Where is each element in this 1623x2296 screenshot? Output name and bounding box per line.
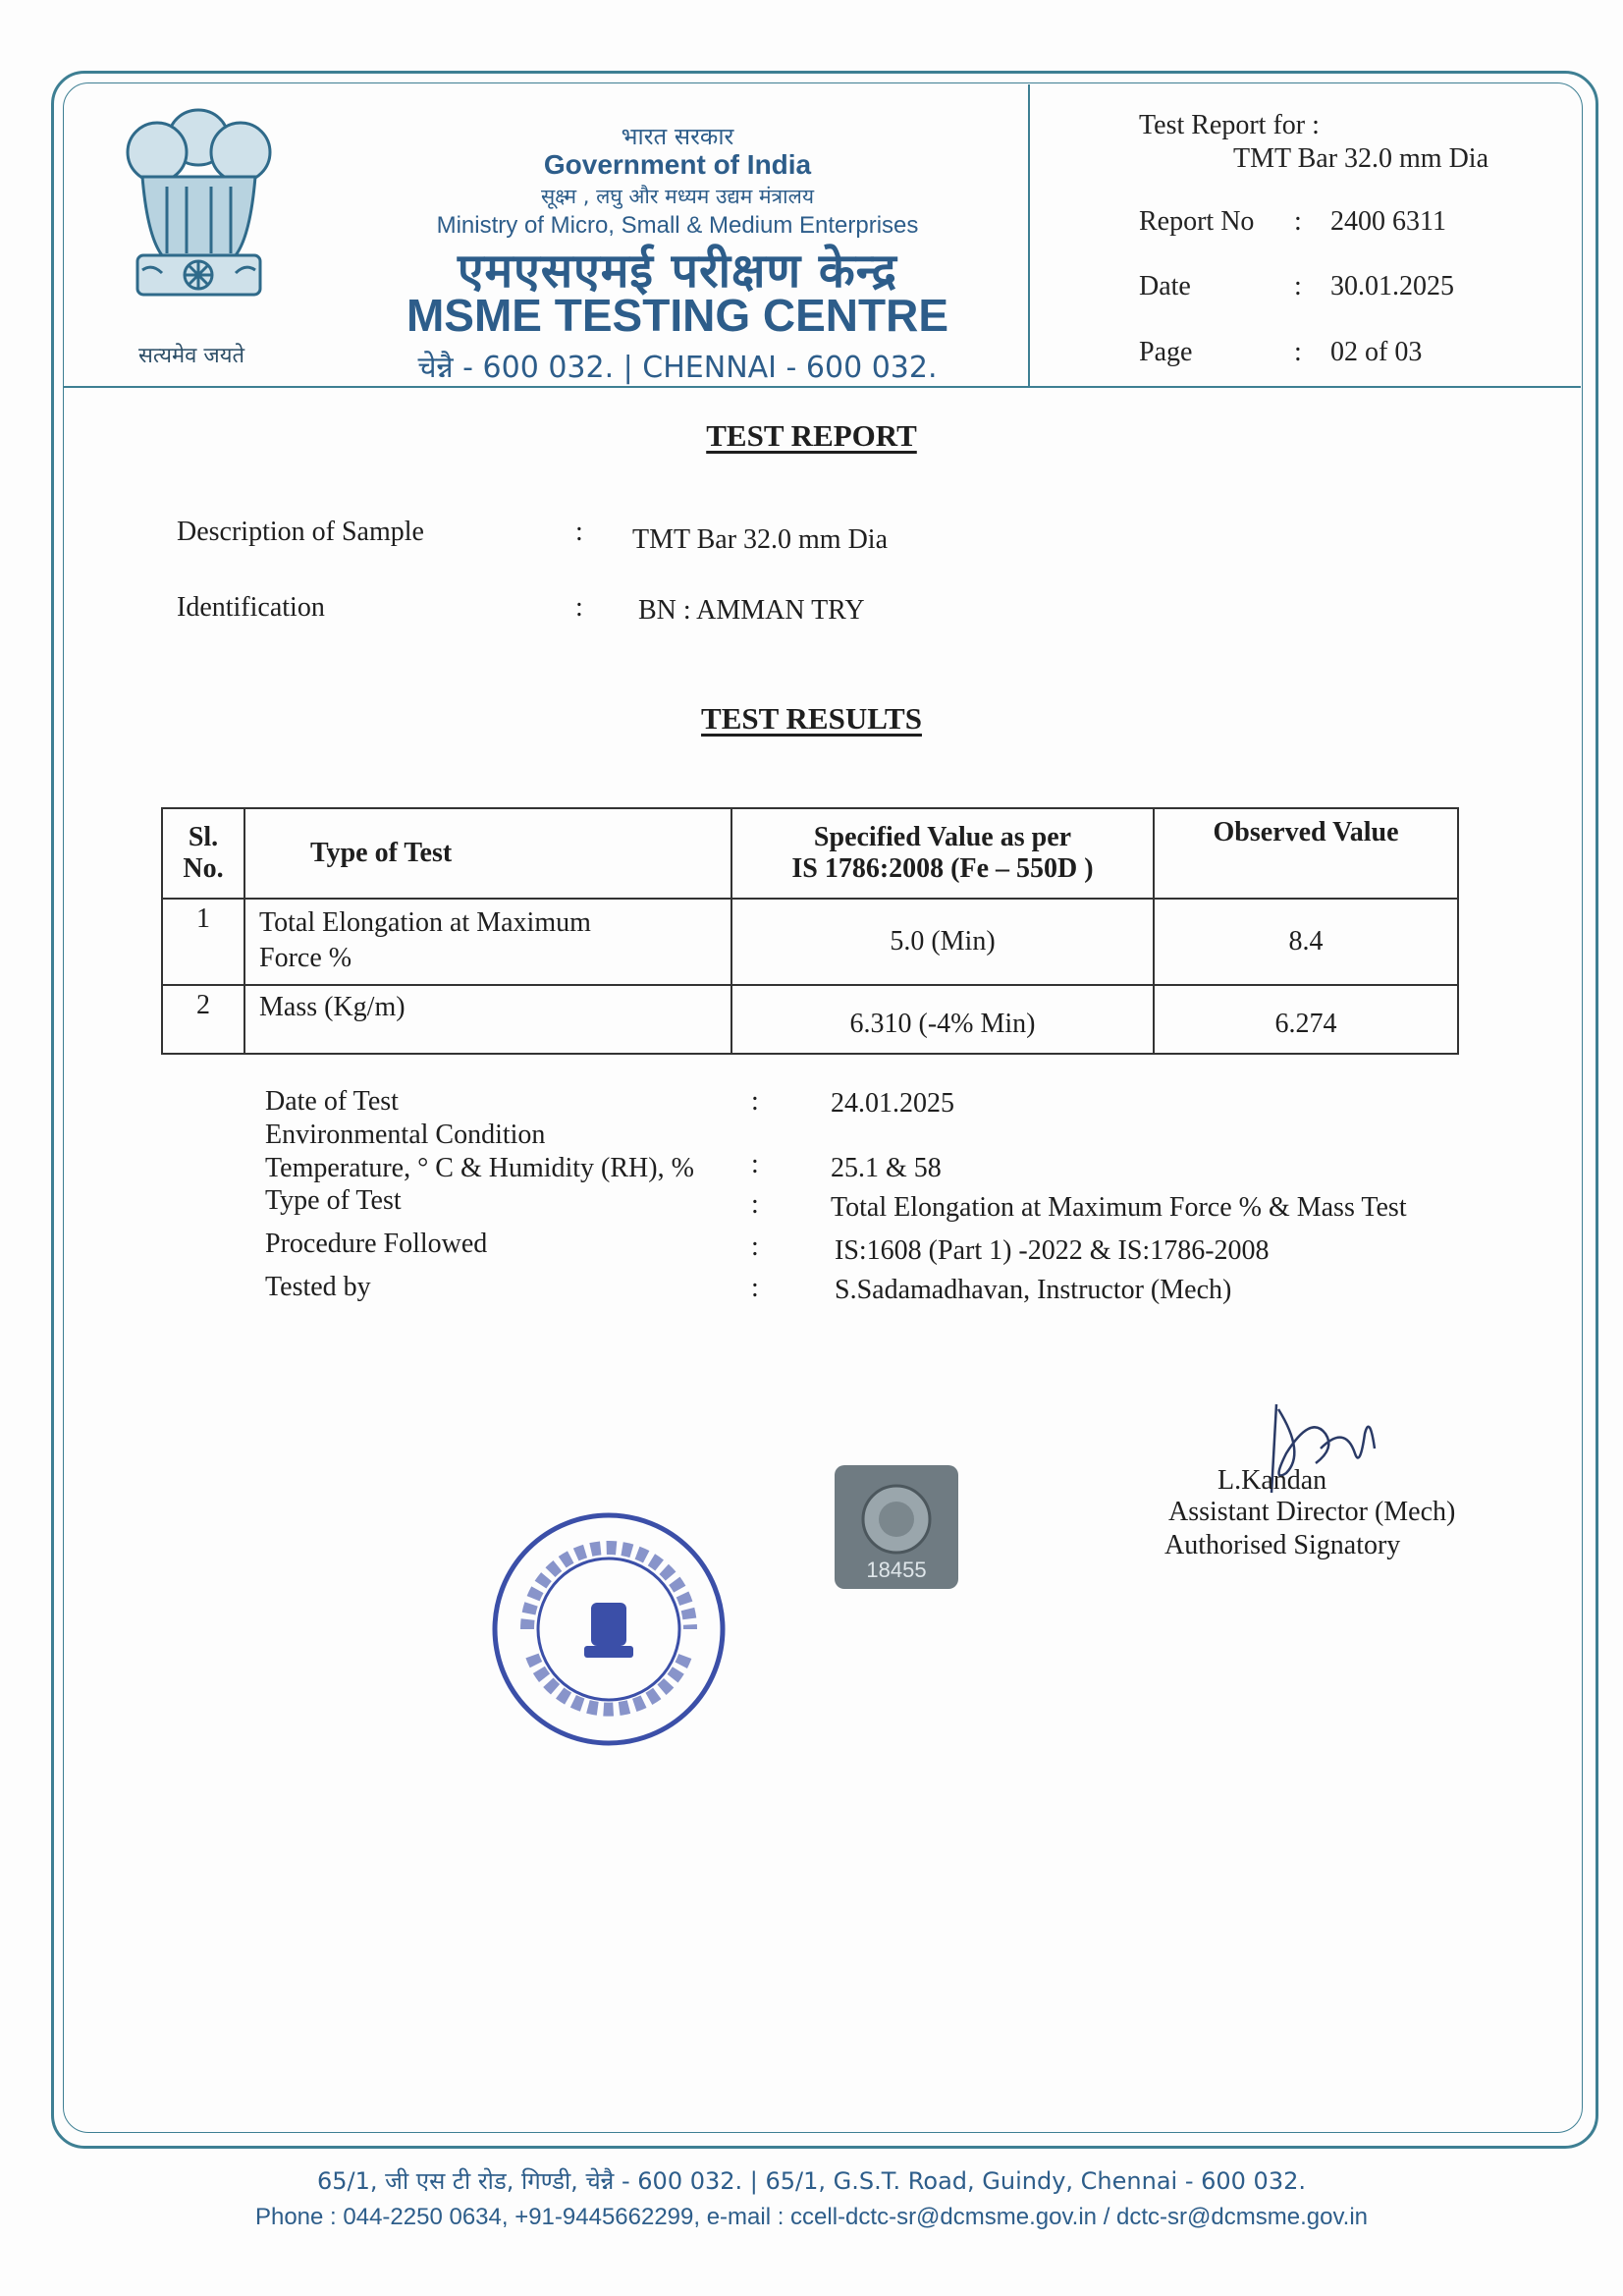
date-of-test-colon: : — [751, 1086, 759, 1117]
cell-spec: 5.0 (Min) — [731, 899, 1154, 985]
header-spec-line2: IS 1786:2008 (Fe – 550D ) — [791, 853, 1094, 884]
cell-observed: 6.274 — [1154, 985, 1458, 1054]
national-emblem-icon — [113, 98, 285, 324]
header-sl-no-line2: No. — [183, 853, 224, 884]
report-page-value: 02 of 03 — [1330, 337, 1423, 367]
date-of-test-value: 24.01.2025 — [831, 1088, 954, 1119]
temperature-label: Temperature, ° C & Humidity (RH), % — [265, 1153, 694, 1183]
report-no-colon: : — [1294, 206, 1302, 237]
cell-type-line2: Force % — [259, 943, 352, 973]
header-sl-no — [162, 808, 244, 899]
header-observed: Observed Value — [1154, 808, 1458, 899]
table-row — [162, 899, 1458, 985]
cell-spec: 6.310 (-4% Min) — [731, 985, 1154, 1054]
report-no-label: Report No — [1139, 206, 1255, 237]
official-stamp-icon — [488, 1508, 730, 1750]
report-date-label: Date — [1139, 271, 1191, 301]
report-page-label: Page — [1139, 337, 1193, 367]
type-of-test-colon: : — [751, 1189, 759, 1220]
test-results-title: TEST RESULTS — [701, 701, 922, 736]
test-report-title: TEST REPORT — [706, 418, 917, 453]
description-colon: : — [575, 517, 583, 547]
header-divider — [63, 386, 1581, 388]
tested-by-value: S.Sadamadhavan, Instructor (Mech) — [835, 1275, 1232, 1305]
header-spec — [731, 808, 1154, 899]
header-spec-line1: Specified Value as per — [813, 822, 1072, 852]
cell-sl: 2 — [162, 985, 244, 1054]
environment-label: Environmental Condition — [265, 1120, 546, 1150]
header-type: Type of Test — [244, 808, 731, 899]
header-vertical-divider — [1028, 84, 1030, 386]
report-date-colon: : — [1294, 271, 1302, 301]
hologram-number: 18455 — [866, 1558, 927, 1582]
header-hindi-centre: एमएसएमई परीक्षण केन्द्र — [457, 244, 898, 299]
report-date-value: 30.01.2025 — [1330, 271, 1454, 301]
cell-type — [244, 899, 731, 985]
report-page-colon: : — [1294, 337, 1302, 367]
footer-contact: Phone : 044-2250 0634, +91-9445662299, e-mail : ccell-dctc-sr@dcmsme.gov.in / dctc-sr@dcmsme.gov.in — [254, 2204, 1369, 2230]
cell-type-line1: Total Elongation at Maximum — [259, 907, 591, 938]
cell-sl: 1 — [162, 899, 244, 985]
tested-by-label: Tested by — [265, 1272, 371, 1302]
date-of-test-label: Date of Test — [265, 1086, 399, 1117]
temperature-colon: : — [751, 1149, 759, 1179]
type-of-test-label: Type of Test — [265, 1185, 402, 1216]
report-for-label: Test Report for : — [1139, 110, 1320, 140]
footer-address: 65/1, जी एस टी रोड, गिण्डी, चेन्नै - 600 032. | 65/1, G.S.T. Road, Guindy, Chennai - 600 032. — [317, 2167, 1306, 2195]
identification-label: Identification — [177, 592, 325, 623]
procedure-label: Procedure Followed — [265, 1229, 488, 1259]
results-table — [161, 807, 1459, 1055]
results-header-row — [162, 808, 1458, 899]
header-govt: Government of India — [543, 149, 812, 180]
header-ministry: Ministry of Micro, Small & Medium Enterprises — [436, 212, 919, 239]
header-centre: MSME TESTING CENTRE — [406, 290, 949, 341]
description-value: TMT Bar 32.0 mm Dia — [632, 524, 889, 555]
identification-value: BN : AMMAN TRY — [638, 595, 865, 626]
header-hindi-ministry: सूक्ष्म , लघु और मध्यम उद्यम मंत्रालय — [540, 185, 815, 208]
tested-by-colon: : — [751, 1273, 759, 1303]
procedure-value: IS:1608 (Part 1) -2022 & IS:1786-2008 — [835, 1235, 1270, 1266]
report-for-value: TMT Bar 32.0 mm Dia — [1233, 143, 1489, 174]
signatory-authority: Authorised Signatory — [1164, 1530, 1401, 1560]
report-no-value: 2400 6311 — [1330, 206, 1446, 237]
type-of-test-value: Total Elongation at Maximum Force % & Mass Test — [831, 1192, 1407, 1223]
signatory-name: L.Kandan — [1217, 1465, 1327, 1496]
header-city: चेन्नै - 600 032. | CHENNAI - 600 032. — [417, 351, 938, 385]
header-sl-no-line1: Sl. — [188, 822, 219, 852]
cell-type: Mass (Kg/m) — [244, 985, 731, 1054]
header-hindi-govt: भारत सरकार — [621, 123, 734, 150]
cell-observed: 8.4 — [1154, 899, 1458, 985]
temperature-value: 25.1 & 58 — [831, 1153, 942, 1183]
table-row — [162, 985, 1458, 1054]
emblem-motto: सत्यमेव जयते — [137, 344, 245, 368]
description-label: Description of Sample — [177, 517, 424, 547]
identification-colon: : — [575, 592, 583, 623]
procedure-colon: : — [751, 1231, 759, 1262]
signatory-designation: Assistant Director (Mech) — [1168, 1497, 1456, 1527]
hologram-seal — [835, 1465, 958, 1589]
